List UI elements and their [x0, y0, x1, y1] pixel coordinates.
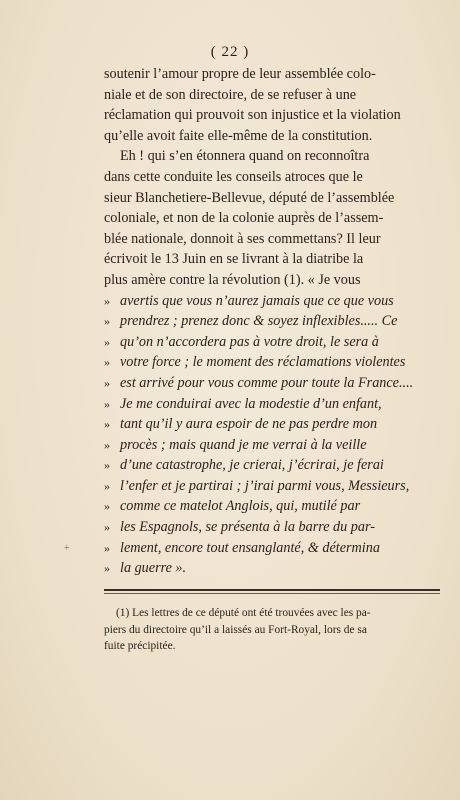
quote-line	[104, 538, 440, 559]
quote-marker: »	[104, 293, 110, 308]
quote-marker: »	[104, 540, 110, 555]
quote-marker: »	[104, 417, 110, 432]
quote-text: prendrez ; prenez donc & soyez inflexibles..... Ce	[120, 313, 398, 330]
text-line: Eh ! qui s’en étonnera quand on reconnoîtra	[120, 148, 370, 165]
quote-line	[104, 435, 440, 456]
quote-text: est arrivé pour vous comme pour toute la France....	[120, 374, 414, 391]
quote-text: d’une catastrophe, je crierai, j’écrirai, je ferai	[120, 457, 384, 474]
quote-text: qu’on n’accordera pas à votre droit, le sera à	[120, 333, 379, 350]
text-line: blée nationale, donnoit à ses commettans? Il leur	[104, 230, 381, 247]
quote-line	[104, 476, 440, 497]
footnote-line: (1) Les lettres de ce député ont été trouvées avec les pa-	[116, 607, 371, 619]
text-line: écrivoit le 13 Juin en se livrant à la diatribe la	[104, 251, 364, 268]
footnote	[104, 605, 440, 655]
footnote-line: fuite précipitée.	[104, 640, 176, 652]
quote-line	[104, 517, 440, 538]
text-line: coloniale, et non de la colonie auprès de l’assem-	[104, 210, 384, 227]
quote-line	[104, 311, 440, 332]
footnote-rule	[104, 589, 440, 591]
text-line: sieur Blanchetiere-Bellevue, député de l’assemblée	[104, 189, 395, 206]
footnote-rule-thin	[104, 593, 440, 594]
quote-marker: »	[104, 375, 110, 390]
quote-text: lement, encore tout ensanglanté, & détermina	[120, 539, 380, 556]
quote-marker: »	[104, 561, 110, 576]
footnote-line: piers du directoire qu’il a laissés au Fort-Royal, lors de sa	[104, 623, 367, 636]
text-line: qu’elle avoit faite elle-même de la constitution.	[104, 127, 373, 144]
quote-marker: »	[104, 396, 110, 411]
text-line: dans cette conduite les conseils atroces que le	[104, 168, 363, 185]
page-number: ( 22 )	[210, 44, 250, 60]
quote-line	[104, 414, 440, 435]
quote-text: l’enfer et je partirai ; j’irai parmi vous, Messieurs,	[120, 477, 410, 494]
margin-mark: +	[64, 543, 70, 554]
quote-line	[104, 394, 440, 415]
quote-line	[104, 291, 440, 312]
text-line: niale et de son directoire, de se refuser à une	[104, 86, 357, 103]
quote-marker: »	[104, 355, 110, 370]
quote-marker: »	[104, 458, 110, 473]
quote-text: la guerre ».	[120, 560, 187, 577]
quote-text: procès ; mais quand je me verrai à la veille	[120, 436, 367, 453]
quote-line	[104, 332, 440, 353]
quote-line	[104, 373, 440, 394]
quote-line	[104, 496, 440, 517]
quote-line	[104, 455, 440, 476]
quote-marker: »	[104, 334, 110, 349]
quote-line	[104, 558, 440, 579]
quote-text: avertis que vous n’aurez jamais que ce que vous	[120, 292, 394, 309]
quote-marker: »	[104, 499, 110, 514]
quote-marker: »	[104, 437, 110, 452]
quote-text: les Espagnols, se présenta à la barre du par-	[120, 519, 375, 536]
quote-text: votre force ; le moment des réclamations violentes	[120, 354, 406, 371]
quote-marker: »	[104, 478, 110, 493]
quote-marker: »	[104, 520, 110, 535]
main-text	[104, 64, 440, 579]
text-line: soutenir l’amour propre de leur assemblée colo-	[104, 66, 376, 82]
text-line: réclamation qui prouvoit son injustice et la violation	[104, 107, 401, 124]
quote-text: Je me conduirai avec la modestie d’un enfant,	[120, 395, 382, 412]
quote-text: comme ce matelot Anglois, qui, mutilé par	[120, 498, 361, 515]
quote-marker: »	[104, 314, 110, 329]
quote-line	[104, 352, 440, 373]
text-line: plus amère contre la révolution (1). « Je vous	[104, 271, 361, 288]
quote-text: tant qu’il y aura espoir de ne pas perdre mon	[120, 416, 378, 433]
